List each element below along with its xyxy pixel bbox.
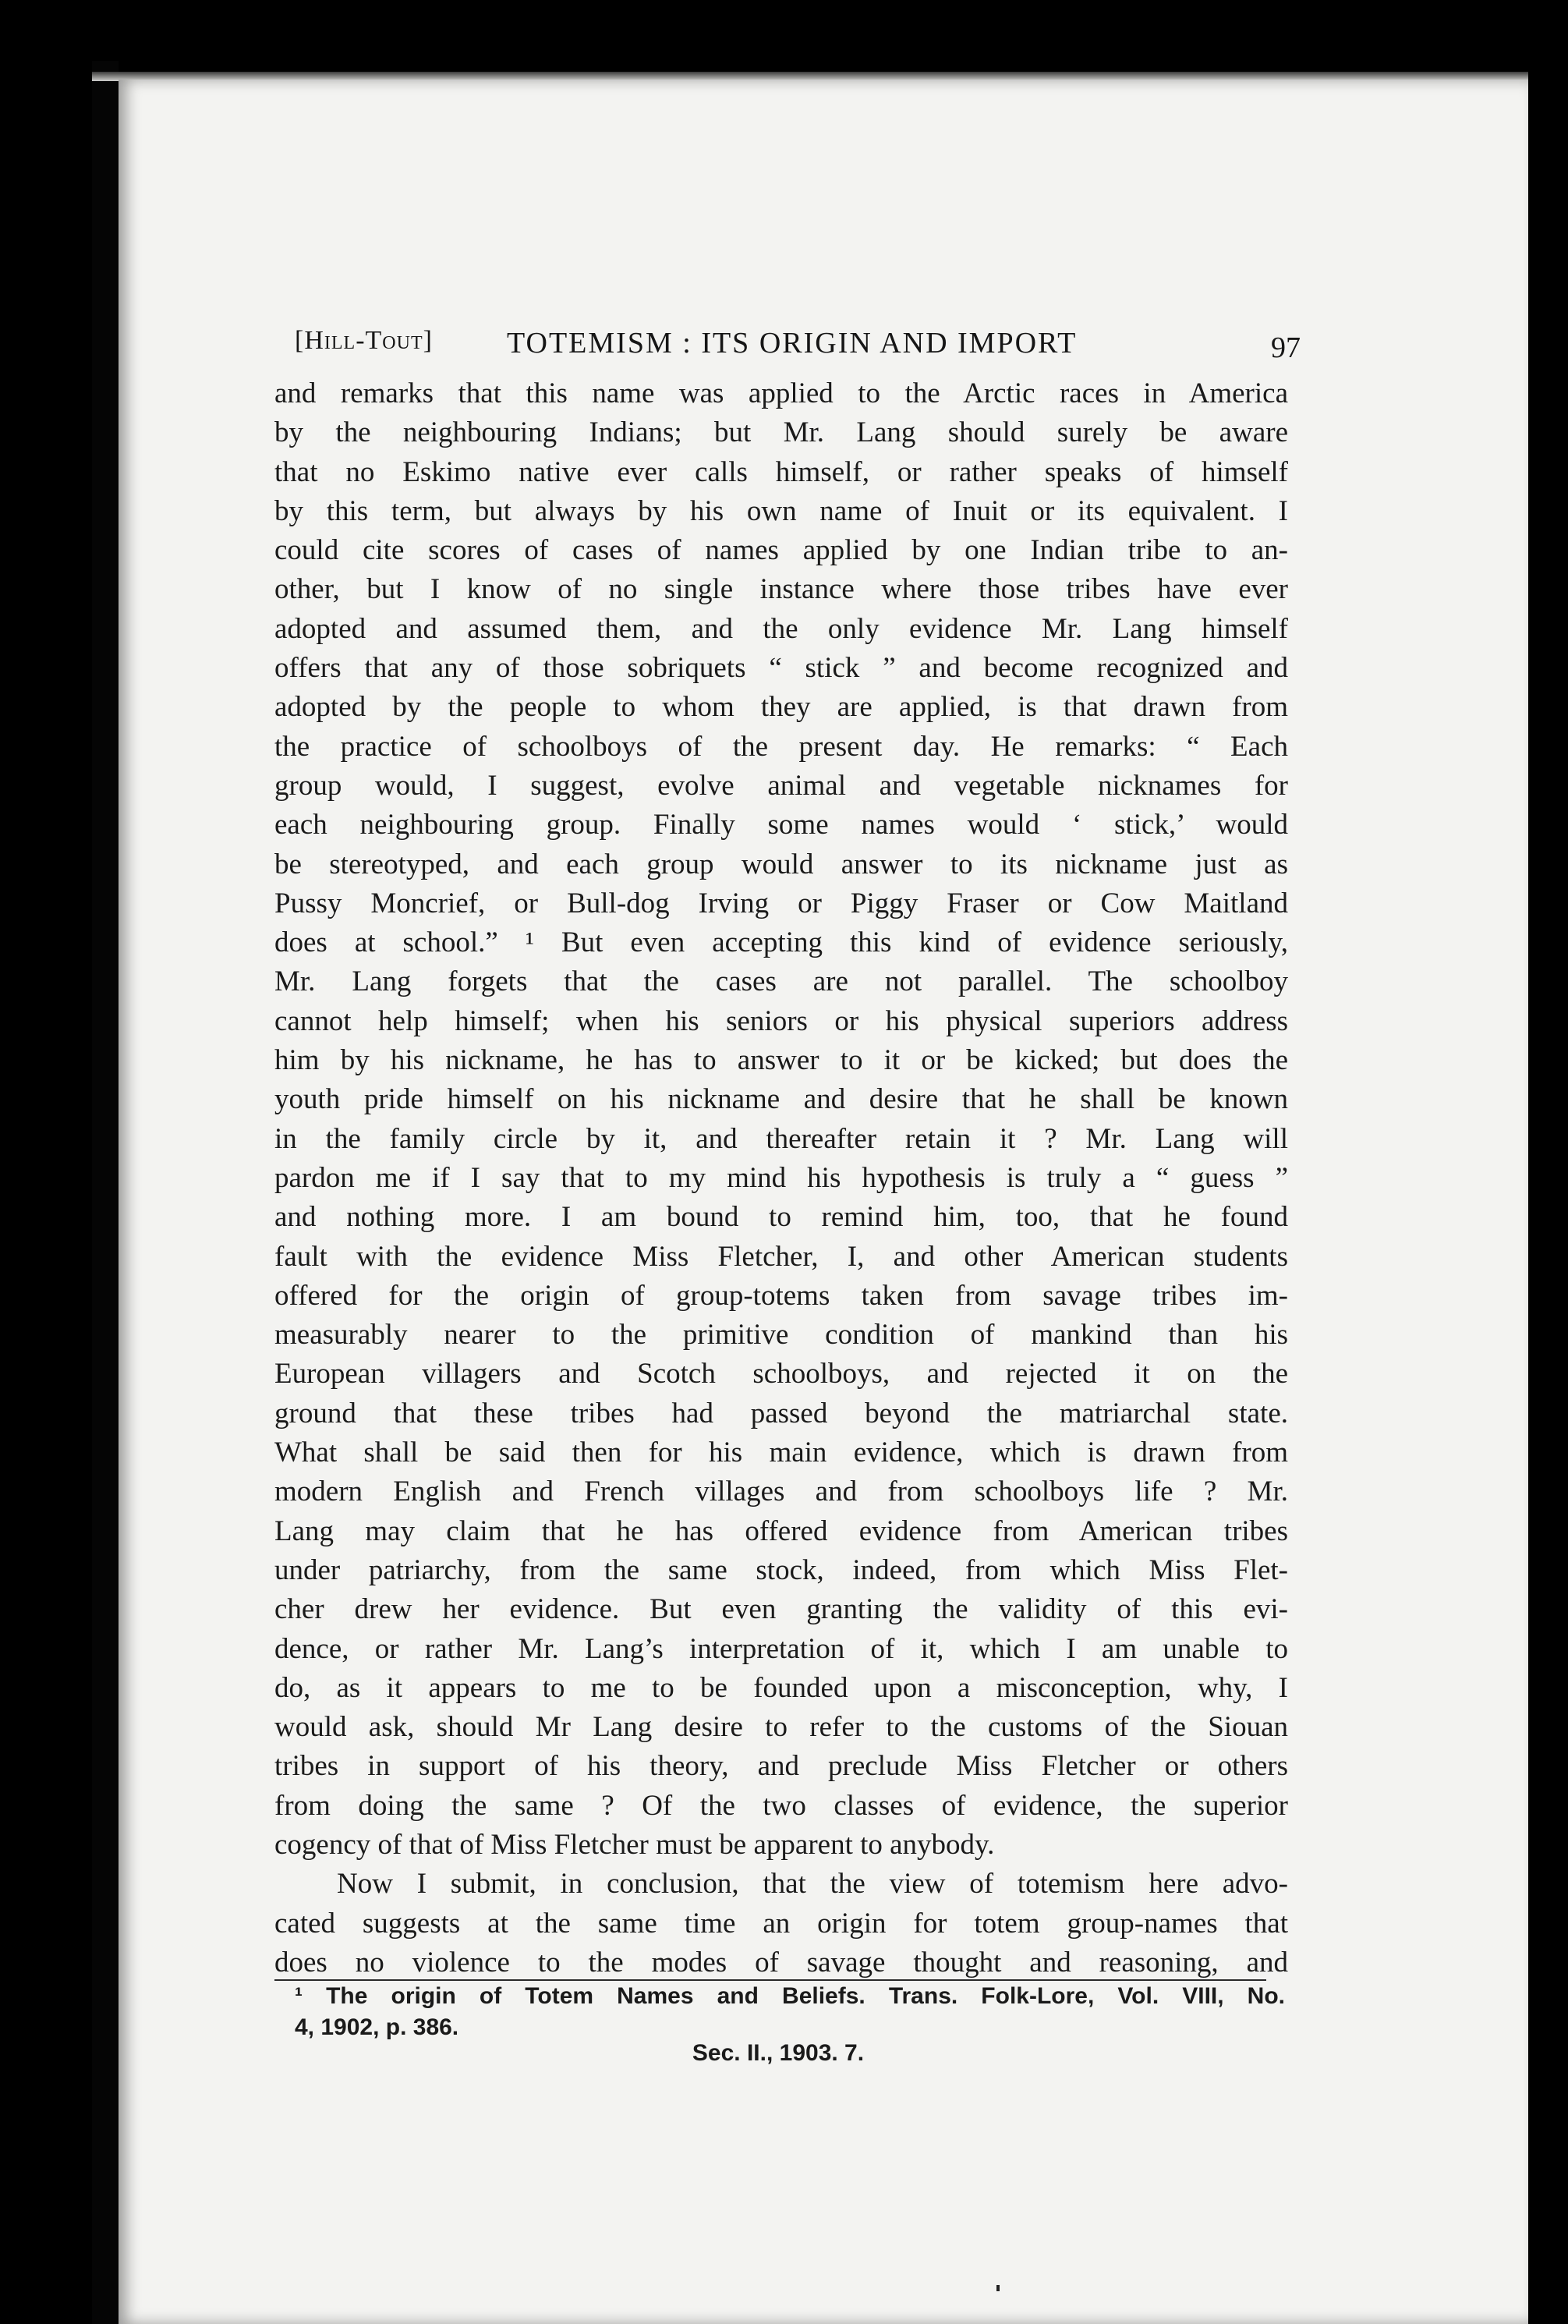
- running-header: [295, 326, 1301, 373]
- text-line: and remarks that this name was applied to the Arctic races in America: [274, 377, 1288, 409]
- text-line: cogency of that of Miss Fletcher must be apparent to anybody.: [274, 1828, 995, 1861]
- text-line: and nothing more. I am bound to remind him, too, that he found: [274, 1201, 1288, 1234]
- text-line: would ask, should Mr Lang desire to refer to the customs of the Siouan: [274, 1711, 1288, 1744]
- text-line: What shall be said then for his main evidence, which is drawn from: [274, 1437, 1288, 1469]
- text-line: cher drew her evidence. But even granting the validity of this evi-: [274, 1593, 1288, 1626]
- text-line: be stereotyped, and each group would answer to its nickname just as: [274, 848, 1288, 880]
- body-text: [274, 374, 1288, 1982]
- header-title: TOTEMISM : ITS ORIGIN AND IMPORT: [507, 327, 1078, 360]
- text-line: him by his nickname, he has to answer to it or be kicked; but does the: [274, 1044, 1288, 1077]
- text-line: the practice of schoolboys of the present day. He remarks: “ Each: [274, 730, 1288, 763]
- footnote-line: 4, 1902, p. 386.: [295, 2014, 459, 2040]
- text-line: Now I submit, in conclusion, that the view of totemism here advo-: [337, 1868, 1288, 1901]
- text-line: measurably nearer to the primitive condition of mankind than his: [274, 1319, 1288, 1352]
- text-line: cated suggests at the same time an origin for totem group-names that: [274, 1907, 1288, 1940]
- text-line: youth pride himself on his nickname and desire that he shall be known: [274, 1083, 1288, 1116]
- text-line: adopted and assumed them, and the only evidence Mr. Lang himself: [274, 612, 1288, 645]
- text-line: tribes in support of his theory, and preclude Miss Fletcher or others: [274, 1750, 1288, 1783]
- text-line: by the neighbouring Indians; but Mr. Lang should surely be aware: [274, 416, 1288, 449]
- text-line: cannot help himself; when his seniors or his physical superiors address: [274, 1004, 1288, 1037]
- scan-speck: [996, 2285, 1000, 2291]
- text-line: offered for the origin of group-totems taken from savage tribes im-: [274, 1279, 1288, 1312]
- text-line: other, but I know of no single instance where those tribes have ever: [274, 573, 1288, 606]
- signature-mark: Sec. II., 1903. 7.: [692, 2040, 865, 2066]
- text-line: ground that these tribes had passed beyond the matriarchal state.: [274, 1397, 1288, 1429]
- page-number: 97: [1271, 331, 1301, 364]
- text-line: Lang may claim that he has offered evidence from American tribes: [274, 1514, 1288, 1547]
- text-line: fault with the evidence Miss Fletcher, I, and other American students: [274, 1240, 1288, 1273]
- text-line: pardon me if I say that to my mind his hypothesis is truly a “ guess ”: [274, 1161, 1288, 1194]
- footnote-line: ¹ The origin of Totem Names and Beliefs. Trans. Folk-Lore, Vol. VIII, No.: [295, 1983, 1285, 2009]
- text-line: under patriarchy, from the same stock, indeed, from which Miss Flet-: [274, 1553, 1288, 1586]
- text-line: does no violence to the modes of savage thought and reasoning, and: [274, 1946, 1288, 1979]
- text-line: dence, or rather Mr. Lang’s interpretation of it, which I am unable to: [274, 1632, 1288, 1665]
- text-line: do, as it appears to me to be founded upon a misconception, why, I: [274, 1671, 1288, 1704]
- text-line: offers that any of those sobriquets “ stick ” and become recognized and: [274, 652, 1288, 685]
- text-line: adopted by the people to whom they are applied, is that drawn from: [274, 691, 1288, 724]
- header-author: [Hill-Tout]: [295, 326, 433, 355]
- text-line: in the family circle by it, and thereafter retain it ? Mr. Lang will: [274, 1122, 1288, 1155]
- text-line: each neighbouring group. Finally some names would ‘ stick,’ would: [274, 809, 1288, 841]
- book-spine-shadow: [92, 61, 119, 2324]
- text-line: European villagers and Scotch schoolboys, and rejected it on the: [274, 1358, 1288, 1391]
- text-line: by this term, but always by his own name of Inuit or its equivalent. I: [274, 494, 1288, 527]
- text-line: could cite scores of cases of names applied by one Indian tribe to an-: [274, 534, 1288, 567]
- text-line: that no Eskimo native ever calls himself, or rather speaks of himself: [274, 455, 1288, 488]
- text-line: from doing the same ? Of the two classes of evidence, the superior: [274, 1789, 1288, 1822]
- footnote: [295, 1981, 1285, 2043]
- text-line: Mr. Lang forgets that the cases are not parallel. The schoolboy: [274, 965, 1288, 998]
- text-line: group would, I suggest, evolve animal and vegetable nicknames for: [274, 769, 1288, 802]
- text-line: modern English and French villages and from schoolboys life ? Mr.: [274, 1476, 1288, 1508]
- text-line: does at school.” ¹ But even accepting this kind of evidence seriously,: [274, 926, 1288, 959]
- text-line: Pussy Moncrief, or Bull-dog Irving or Piggy Fraser or Cow Maitland: [274, 887, 1288, 919]
